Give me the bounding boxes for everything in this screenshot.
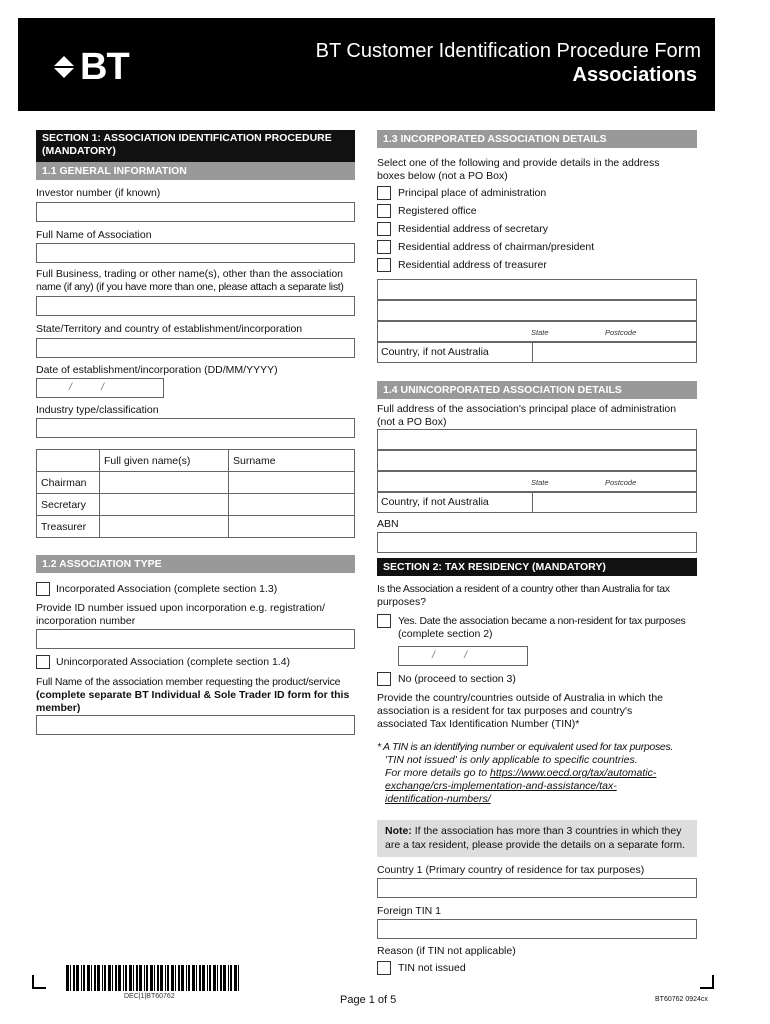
chairman-address-checkbox[interactable] (377, 240, 391, 254)
barcode-bar (238, 965, 239, 991)
registered-office-label: Registered office (398, 205, 477, 217)
uninc-address-label: Full address of the association's principal place of administration (not a PO Box) (377, 403, 677, 428)
barcode-bar (112, 965, 113, 991)
bt-diamond-icon (52, 55, 76, 79)
barcode-bar (104, 965, 106, 991)
form-title: BT Customer Identification Procedure Form (315, 40, 701, 62)
barcode-bar (118, 965, 121, 991)
barcode-bar (66, 965, 69, 991)
unincorporated-label: Unincorporated Association (complete section 1.4) (56, 656, 291, 668)
inc-address-line2-field[interactable] (377, 300, 697, 321)
table-row (37, 472, 355, 494)
section-1-2-heading: 1.2 ASSOCIATION TYPE (36, 555, 355, 573)
treasurer-address-checkbox[interactable] (377, 258, 391, 272)
barcode-bar (178, 965, 180, 991)
non-resident-no-checkbox[interactable] (377, 672, 391, 686)
secretary-surname-field[interactable] (229, 494, 355, 516)
barcode-bar (207, 965, 208, 991)
section-1-1-heading: 1.1 GENERAL INFORMATION (36, 162, 355, 180)
barcode-bar (123, 965, 124, 991)
barcode-bar (108, 965, 111, 991)
tax-question: Is the Association a resident of a country other than Australia for tax purposes? (377, 583, 670, 608)
barcode-bar (175, 965, 176, 991)
col-surname: Surname (229, 450, 355, 472)
row-label-treasurer: Treasurer (37, 516, 100, 538)
principal-place-checkbox[interactable] (377, 186, 391, 200)
barcode-bar (144, 965, 145, 991)
barcode-bar (150, 965, 153, 991)
barcode-bar (186, 965, 187, 991)
barcode-bar (181, 965, 184, 991)
form-subtitle: Associations (572, 64, 697, 86)
tin-footnote: * A TIN is an identifying number or equivalent used for tax purposes. 'TIN not issued' is only applicable to specific countries. For more details go to https://www.oecd.org/tax/automatic- exchange/crs-implementation-and-assistance/tax- identification-numbers/ (377, 741, 699, 806)
uninc-state-label: State (531, 478, 549, 487)
investor-number-field[interactable] (36, 202, 355, 222)
uninc-country-row (377, 492, 697, 513)
oecd-link-end[interactable]: identification-numbers/ (385, 793, 491, 805)
oecd-link[interactable]: https://www.oecd.org/tax/automatic- (490, 767, 657, 779)
incorporated-checkbox[interactable] (36, 582, 50, 596)
note-box: Note: If the association has more than 3 countries in which they are a tax resident, please provide the details on a separate form. (377, 820, 697, 857)
inc-country-label: Country, if not Australia (381, 346, 489, 358)
barcode-bar (196, 965, 197, 991)
barcode-bar (83, 965, 85, 991)
section-1-4-heading: 1.4 UNINCORPORATED ASSOCIATION DETAILS (377, 381, 697, 399)
abn-label: ABN (377, 518, 399, 530)
barcode-bar (160, 965, 163, 991)
secretary-address-checkbox[interactable] (377, 222, 391, 236)
row-label-chairman: Chairman (37, 472, 100, 494)
section2-heading: SECTION 2: TAX RESIDENCY (MANDATORY) (377, 558, 697, 576)
treasurer-surname-field[interactable] (229, 516, 355, 538)
treasurer-address-label: Residential address of treasurer (398, 259, 547, 271)
unincorporated-checkbox[interactable] (36, 655, 50, 669)
tin-not-issued-checkbox[interactable] (377, 961, 391, 975)
barcode-bar (157, 965, 159, 991)
crop-mark-right-h (700, 987, 714, 989)
state-country-label: State/Territory and country of establishment/incorporation (36, 323, 303, 335)
country1-field[interactable] (377, 878, 697, 898)
barcode-bar (223, 965, 226, 991)
non-resident-yes-label: Yes. Date the association became a non-resident for tax purposes (complete section 2) (398, 615, 686, 640)
non-resident-no-label: No (proceed to section 3) (398, 673, 516, 685)
uninc-country-field[interactable] (532, 492, 697, 513)
member-field[interactable] (36, 715, 355, 735)
page-header (18, 18, 715, 111)
barcode-bar (228, 965, 229, 991)
investor-number-label: Investor number (if known) (36, 187, 161, 199)
chairman-surname-field[interactable] (229, 472, 355, 494)
abn-field[interactable] (377, 532, 697, 553)
inc-state-label: State (531, 328, 549, 337)
barcode-bar (146, 965, 148, 991)
secretary-given-field[interactable] (100, 494, 229, 516)
barcode-bar (202, 965, 205, 991)
crop-mark-left-h (32, 987, 46, 989)
barcode-bar (87, 965, 90, 991)
barcode-bar (102, 965, 103, 991)
barcode-bar (133, 965, 134, 991)
table-row (37, 516, 355, 538)
reason-label: Reason (if TIN not applicable) (377, 945, 516, 957)
barcode-bar (129, 965, 132, 991)
barcode-bar (171, 965, 174, 991)
barcode-bar (154, 965, 155, 991)
oecd-link-cont[interactable]: exchange/crs-implementation-and-assistance/tax- (385, 780, 617, 792)
barcode-bar (167, 965, 169, 991)
date-established-field[interactable]: / / (36, 378, 164, 398)
member-label: Full Name of the association member requesting the product/service (complete separate BT Individual & Sole Trader ID form for this member) (36, 676, 350, 714)
inc-address-line1-field[interactable] (377, 279, 697, 300)
barcode-bar (94, 965, 96, 991)
inc-address-line3-field[interactable] (377, 321, 697, 342)
col-given-names: Full given name(s) (100, 450, 229, 472)
state-country-field[interactable] (36, 338, 355, 358)
secretary-address-label: Residential address of secretary (398, 223, 548, 235)
barcode-bar (125, 965, 127, 991)
barcode-bar (97, 965, 100, 991)
section1-heading: SECTION 1: ASSOCIATION IDENTIFICATION PROCEDURE (MANDATORY) (36, 130, 355, 162)
section-1-3-intro: Select one of the following and provide details in the address boxes below (not a PO Box) (377, 157, 660, 182)
page-number: Page 1 of 5 (340, 994, 397, 1006)
business-names-field[interactable] (36, 296, 355, 316)
barcode-bar (81, 965, 82, 991)
barcode-bar (230, 965, 232, 991)
date-established-label: Date of establishment/incorporation (DD/MM/YYYY) (36, 364, 278, 376)
chairman-address-label: Residential address of chairman/president (398, 241, 595, 253)
barcode-bar (234, 965, 237, 991)
barcode-text: DEC|1|BT60762 (124, 993, 175, 1000)
inc-postcode-label: Postcode (605, 328, 637, 337)
table-header-row (37, 450, 355, 472)
uninc-address-line1-field[interactable] (377, 429, 697, 450)
uninc-address-line2-field[interactable] (377, 450, 697, 471)
barcode-bar (139, 965, 142, 991)
barcode-bar (91, 965, 92, 991)
id-number-field[interactable] (36, 629, 355, 649)
non-resident-date-field[interactable]: / / (398, 646, 528, 666)
form-code: BT60762 0924cx (655, 996, 708, 1003)
foreign-tin-label: Foreign TIN 1 (377, 905, 441, 917)
business-names-label: Full Business, trading or other name(s), other than the association name (if any) (if you have more than one, please attach a separate list) (36, 268, 344, 293)
bt-logo: BT (52, 50, 129, 84)
country1-label: Country 1 (Primary country of residence for tax purposes) (377, 864, 645, 876)
treasurer-given-field[interactable] (100, 516, 229, 538)
barcode-bar (217, 965, 218, 991)
row-label-secretary: Secretary (37, 494, 100, 516)
section-1-3-heading: 1.3 INCORPORATED ASSOCIATION DETAILS (377, 130, 697, 148)
table-row (37, 494, 355, 516)
chairman-given-field[interactable] (100, 472, 229, 494)
uninc-country-label: Country, if not Australia (381, 496, 489, 508)
barcode-bar (165, 965, 166, 991)
uninc-postcode-label: Postcode (605, 478, 637, 487)
inc-country-field[interactable] (532, 342, 697, 363)
non-resident-yes-checkbox[interactable] (377, 614, 391, 628)
industry-field[interactable] (36, 418, 355, 438)
id-number-label: Provide ID number issued upon incorporation e.g. registration/ incorporation number (36, 602, 325, 627)
inc-country-row (377, 342, 697, 363)
barcode-bar (136, 965, 138, 991)
barcode-bar (76, 965, 79, 991)
barcode-bar (199, 965, 201, 991)
barcode-bar (213, 965, 216, 991)
barcode-bar (220, 965, 222, 991)
industry-label: Industry type/classification (36, 404, 159, 416)
barcode-bar (188, 965, 190, 991)
foreign-tin-field[interactable] (377, 919, 697, 939)
full-name-field[interactable] (36, 243, 355, 263)
full-name-label: Full Name of Association (36, 229, 152, 241)
barcode-bar (73, 965, 75, 991)
principal-place-label: Principal place of administration (398, 187, 547, 199)
registered-office-checkbox[interactable] (377, 204, 391, 218)
provide-countries-text: Provide the country/countries outside of Australia in which the association is a resident for tax purposes and country's associated Tax Identification Number (TIN)* (377, 692, 663, 730)
barcode-bar (192, 965, 195, 991)
uninc-address-line3-field[interactable] (377, 471, 697, 492)
incorporated-label: Incorporated Association (complete section 1.3) (56, 583, 278, 595)
barcode-bar (209, 965, 211, 991)
barcode (66, 965, 242, 991)
tin-not-issued-label: TIN not issued (398, 962, 466, 974)
barcode-bar (70, 965, 71, 991)
officers-table (36, 449, 355, 538)
barcode-bar (115, 965, 117, 991)
